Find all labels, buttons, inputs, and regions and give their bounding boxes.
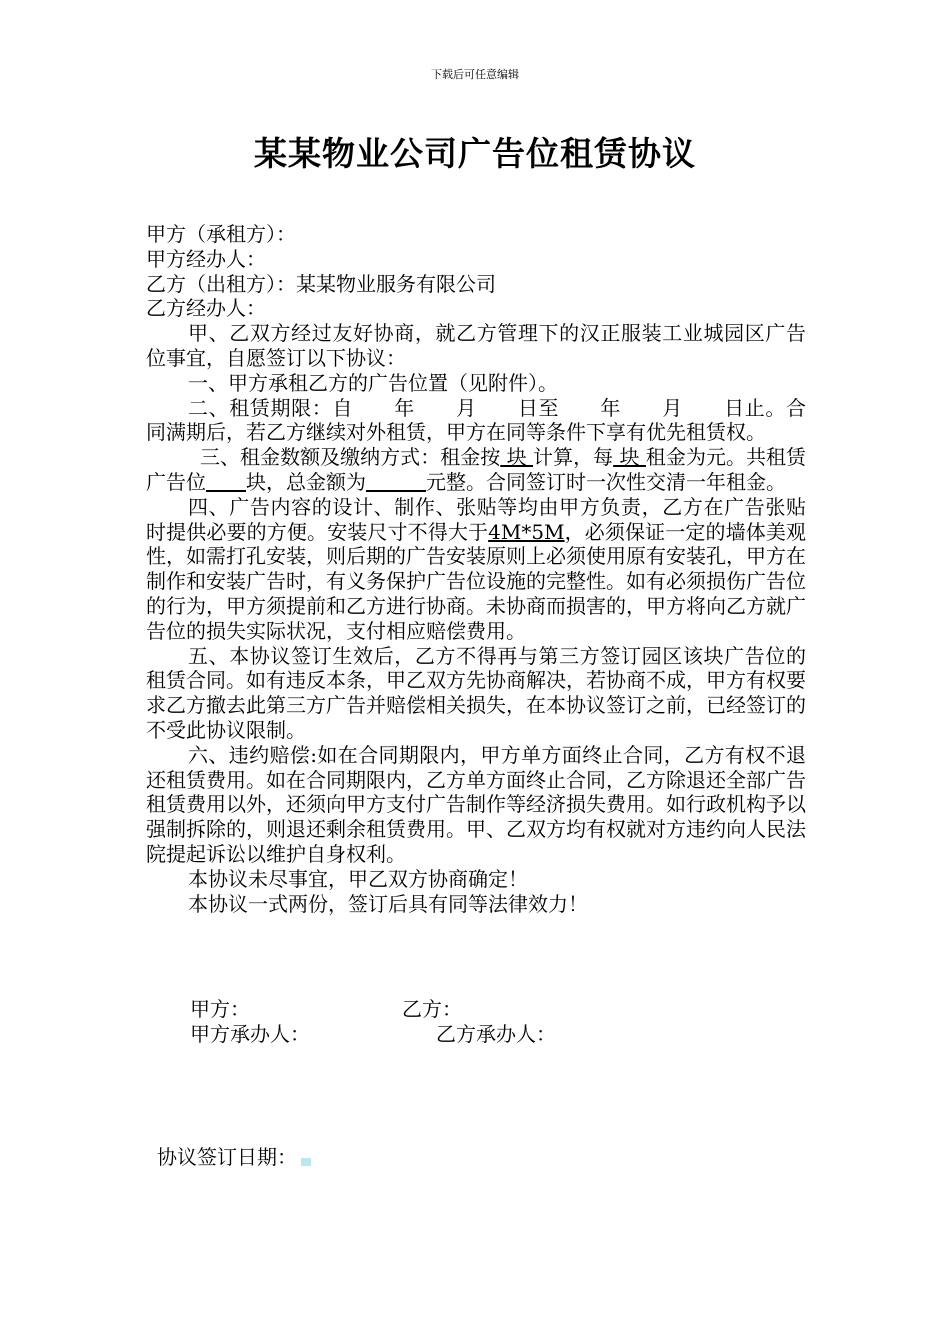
signature-party-a: 甲方：: [190, 997, 250, 1021]
clause-5: 五、本协议签订生效后，乙方不得再与第三方签订园区该块广告位的租赁合同。如有违反本条，甲乙双方先协商解决，若协商不成，甲方有权要求乙方撤去此第三方广告并赔偿相关损失，在本协议签订之前，已经签订的不受此协议限制。: [146, 643, 806, 742]
clause-3-text-1: 三、租金数额及缴纳方式：租金按: [200, 445, 501, 470]
clause-3-text-4: 块，总金额为: [246, 469, 366, 494]
clause-4-text-2: ，必须保证一定的墙体美观性，如需打孔安装，则后期的广告安装原则上必须使用原有安装孔，甲方在制作和安装广告时，有义务保护广告位设施的完整性。如有必须损伤广告位的行为，甲方须提前和乙方进行协商。未协商而损害的，甲方将向乙方就广告位的损失实际状况，支付相应赔偿费用。: [146, 519, 807, 643]
signature-party-b-handler: 乙方承办人：: [436, 1022, 556, 1046]
closing-2: 本协议一式两份，签订后具有同等法律效力！: [188, 891, 588, 916]
clause-3-blank-unit-1: 块: [500, 445, 534, 470]
signature-party-a-handler: 甲方承办人：: [190, 1022, 310, 1046]
sign-date: [157, 1145, 311, 1169]
document-title: 某某物业公司广告位租赁协议: [254, 134, 696, 173]
signature-row-parties: [190, 997, 462, 1022]
clause-3-blank-total: [366, 470, 426, 494]
sign-date-field-marker: [301, 1158, 311, 1166]
clause-2: 二、租赁期限：自 年 月 日至 年 月 日止。合同满期后，若乙方继续对外租赁，甲方在同等条件下享有优先租赁权。: [146, 395, 806, 445]
document-body: [146, 222, 806, 916]
party-b-line: 乙方（出租方）：某某物业服务有限公司: [146, 271, 496, 296]
clause-3-blank-count: [206, 470, 246, 494]
clause-3-blank-unit-2: 块: [613, 445, 646, 470]
party-a-line: 甲方（承租方）：: [146, 222, 296, 246]
signature-party-b: 乙方：: [402, 997, 462, 1021]
sign-date-label: 协议签订日期：: [157, 1145, 297, 1169]
clause-3: [146, 445, 806, 495]
party-a-agent-line: 甲方经办人：: [146, 246, 266, 271]
clause-4: [146, 495, 806, 644]
clause-3-text-5: 元整。合同签订时一次性交清一年租金。: [426, 469, 786, 494]
signature-row-handlers: [190, 1022, 556, 1047]
clause-4-text-1: 四、广告内容的设计、制作、张贴等均由甲方负责，乙方在广告张贴时提供必要的方便。安装尺寸不得大于: [146, 494, 806, 544]
clause-6: 六、违约赔偿:如在合同期限内，甲方单方面终止合同，乙方有权不退还租赁费用。如在合同期限内，乙方单方面终止合同，乙方除退还全部广告租赁费用以外，还须向甲方支付广告制作等经济损失费用。如行政机构予以强制拆除的，则退还剩余租赁费用。甲、乙双方均有权就对方违约向人民法院提起诉讼以维护自身权利。: [146, 742, 806, 866]
clause-4-size: 4M*5M: [488, 519, 565, 544]
header-note: 下载后可任意编辑: [431, 68, 519, 81]
clause-3-text-3: 租金为元。共租赁广告位: [146, 445, 807, 494]
clause-3-text-2: 计算，每: [533, 445, 614, 470]
clause-1: 一、甲方承租乙方的广告位置（见附件）。: [188, 370, 558, 395]
intro-paragraph: 甲、乙双方经过友好协商，就乙方管理下的汉正服装工业城园区广告位事宜，自愿签订以下协议：: [146, 321, 806, 370]
closing-1: 本协议未尽事宜，甲乙双方协商确定！: [188, 866, 528, 891]
party-b-agent-line: 乙方经办人：: [146, 296, 266, 321]
